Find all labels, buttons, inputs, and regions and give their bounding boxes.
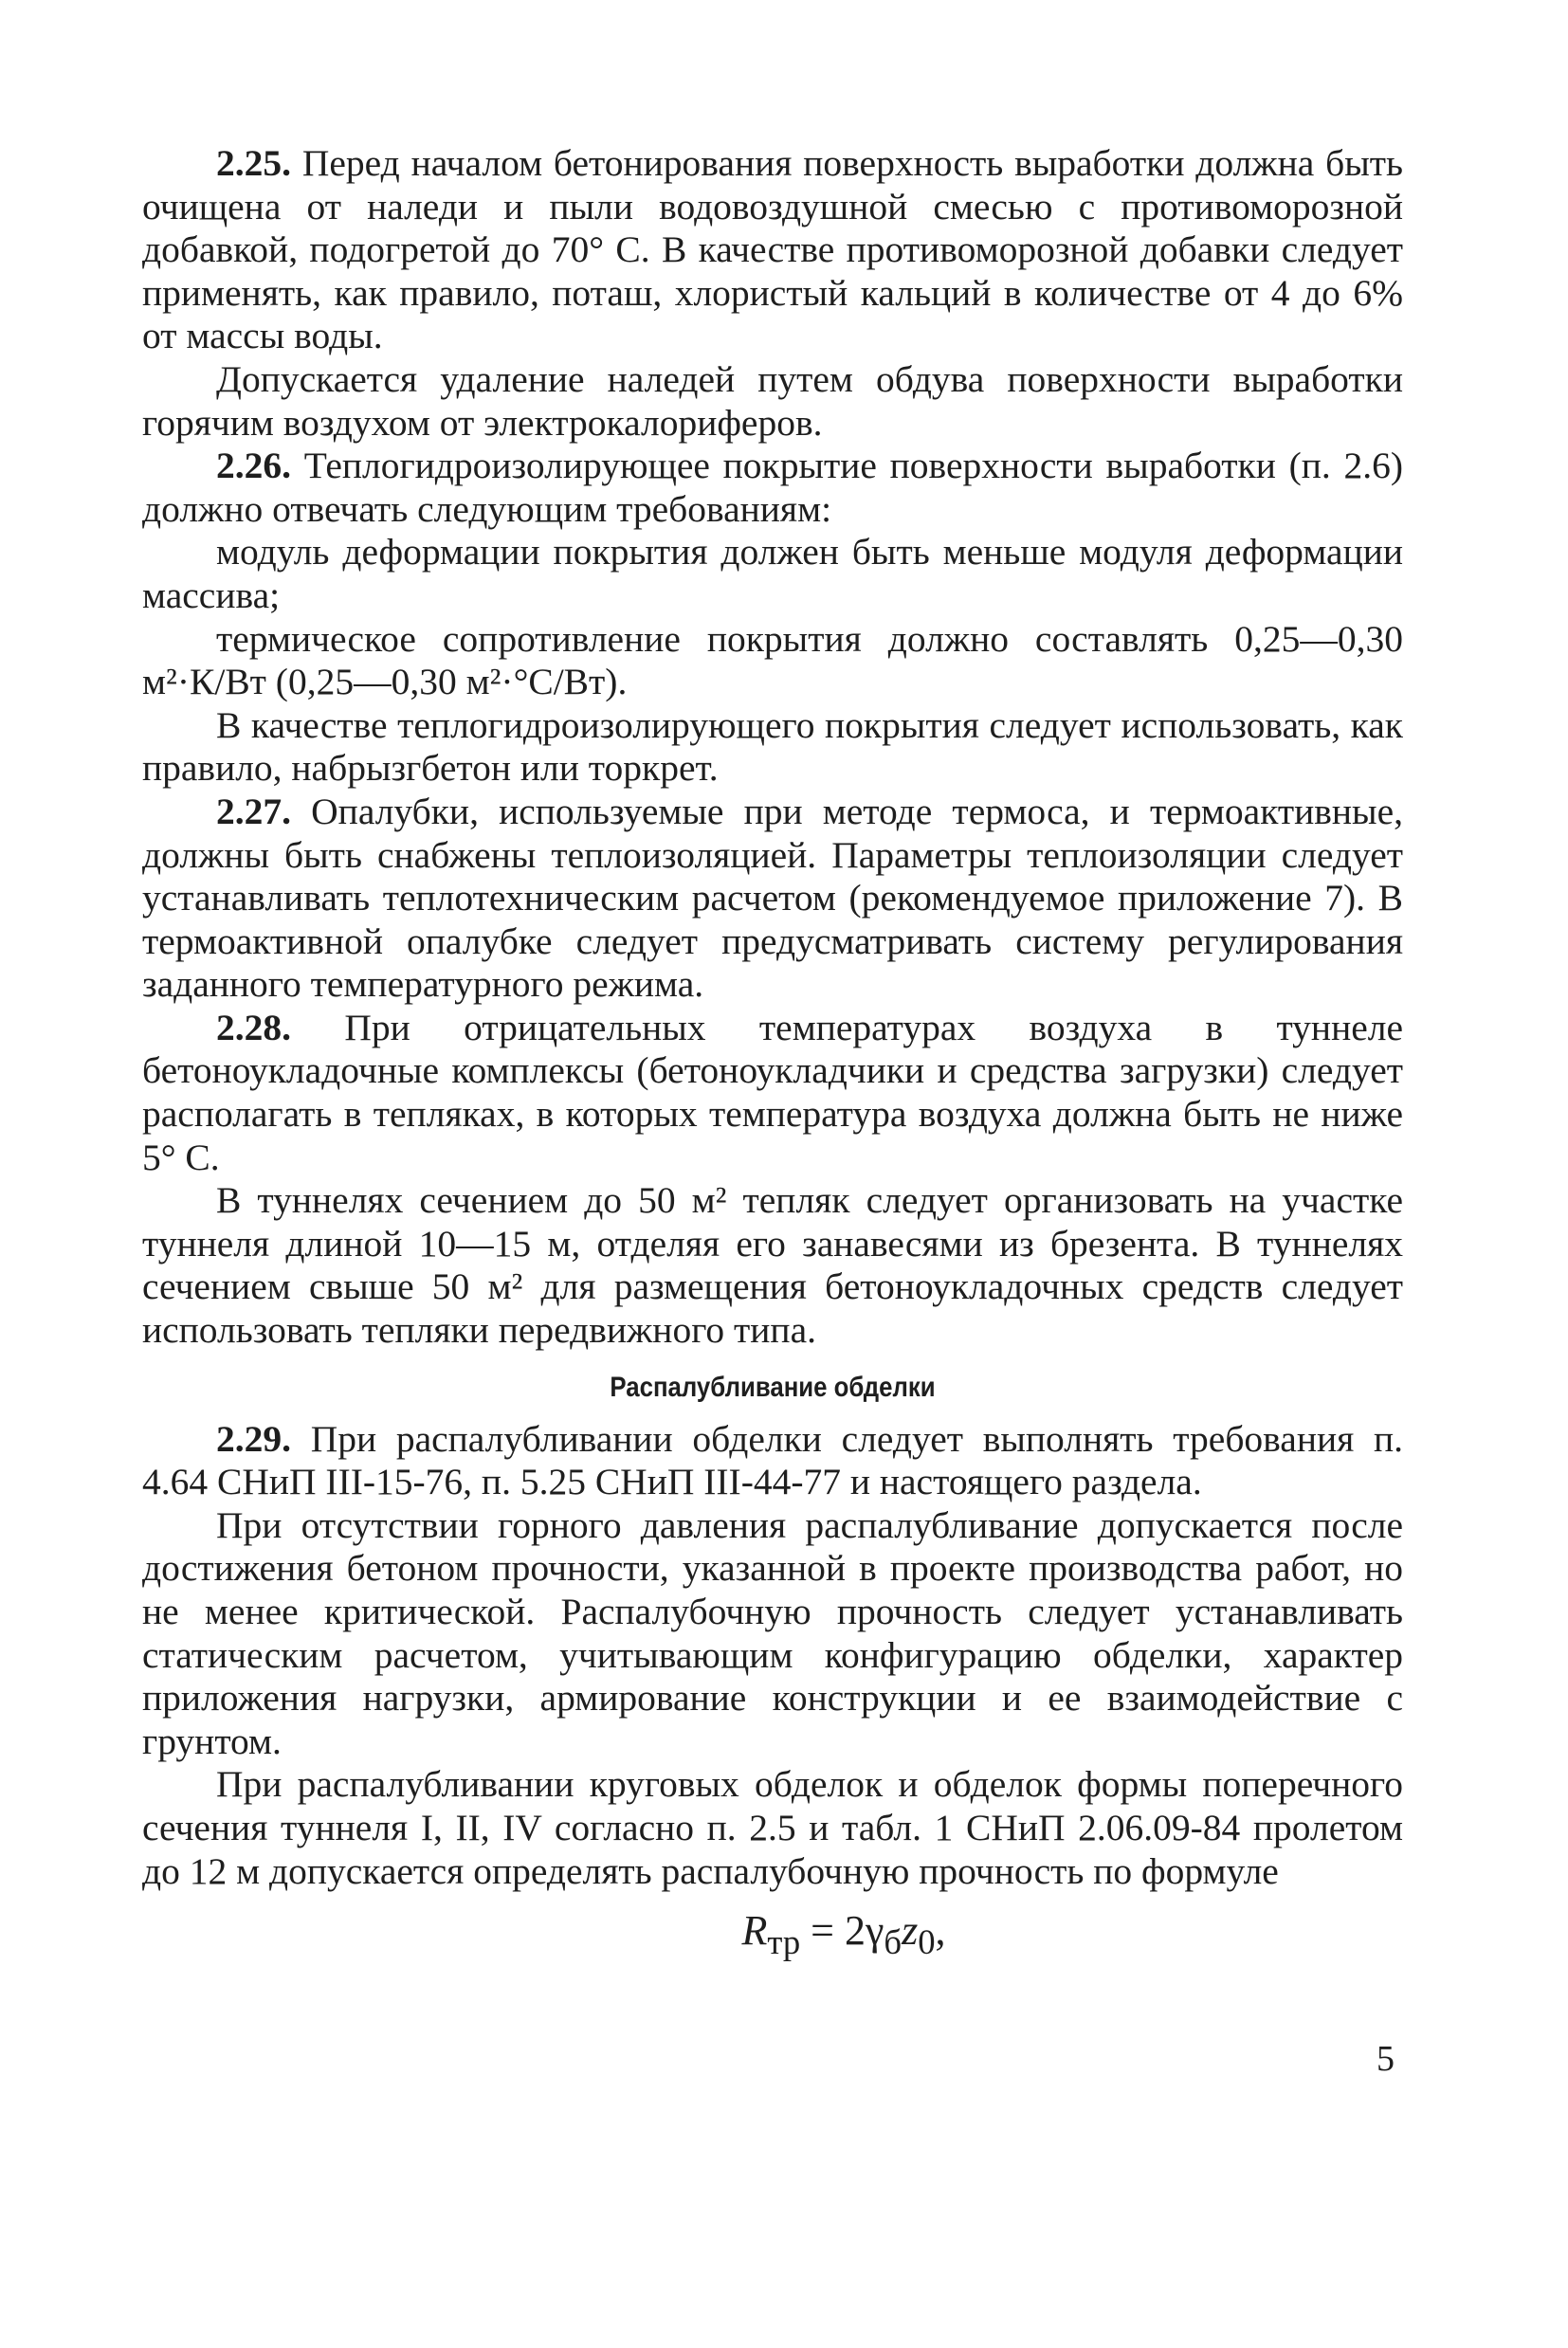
formula-lhs: R xyxy=(741,1907,768,1955)
paragraph-text: При распалубливании обделки следует выполнять требования п. 4.64 СНиП III-15-76, п. 5.25 СНиП III-44-77 и настоящего раздела. xyxy=(142,1417,1404,1503)
formula-rhs-variable-subscript: 0 xyxy=(918,1921,936,1961)
formula-end: , xyxy=(935,1907,946,1955)
clause-number: 2.25. xyxy=(216,142,291,184)
paragraph-text: Теплогидроизолирующее покрытие поверхности выработки (п. 2.6) должно отвечать следующим требованиям: xyxy=(142,445,1403,530)
clause-number: 2.27. xyxy=(216,790,291,832)
formula-rhs-subscript: б xyxy=(884,1921,903,1961)
paragraph-2-28 xyxy=(142,1007,1403,1179)
paragraph xyxy=(142,1504,1403,1764)
formula-lhs-subscript: тр xyxy=(767,1921,801,1961)
clause-number: 2.29. xyxy=(216,1417,291,1460)
clause-number: 2.26. xyxy=(216,445,291,487)
paragraph-text: В туннелях сечением до 50 м² тепляк следует организовать на участке туннеля длиной 10—15 м, отделяя его занавесями из брезента. В туннелях сечением свыше 50 м² для размещения бетоноукладочных средств следует использовать тепляки передвижного типа. xyxy=(142,1179,1403,1352)
paragraph xyxy=(142,1763,1403,1893)
formula xyxy=(142,1902,1403,1971)
formula-rhs: = 2γ xyxy=(811,1907,884,1955)
paragraph-text: В качестве теплогидроизолирующего покрытия следует использовать, как правило, набрызгбетон или торкрет. xyxy=(142,703,1403,790)
paragraph xyxy=(142,1179,1403,1352)
paragraph-text: Опалубки, используемые при методе термоса, и термоактивные, должны быть снабжены теплоизоляцией. Параметры теплоизоляции следует устанавливать теплотехническим расчетом (рекомендуемое приложение 7). В термоактивной опалубке следует предусматривать систему регулирования заданного температурного режима. xyxy=(142,790,1403,1006)
paragraph-2-27 xyxy=(142,791,1403,1007)
paragraph xyxy=(142,531,1403,617)
section-heading: Распалубливание обделки xyxy=(610,1371,936,1403)
paragraph-text: термическое сопротивление покрытия должно составлять 0,25—0,30 м²·К/Вт (0,25—0,30 м²·°С/Вт). xyxy=(142,617,1403,703)
paragraph-text: При отрицательных температурах воздуха в туннеле бетоноукладочные комплексы (бетоноукладчики и средства загрузки) следует располагать в тепляках, в которых температура воздуха должна быть не ниже 5° С. xyxy=(142,1006,1403,1178)
paragraph-text: модуль деформации покрытия должен быть меньше модуля деформации массива; xyxy=(142,531,1403,616)
page-body xyxy=(142,142,1403,1971)
paragraph xyxy=(142,704,1403,791)
formula-rhs-variable: z xyxy=(902,1907,919,1955)
paragraph-text: Перед началом бетонирования поверхность выработки должна быть очищена от наледи и пыли водовоздушной смесью с противоморозной добавкой, подогретой до 70° С. В качестве противоморозной добавки следует применять, как правило, поташ, хлористый кальций в количестве от 4 до 6% от массы воды. xyxy=(142,142,1404,357)
paragraph-text: При распалубливании круговых обделок и обделок формы поперечного сечения туннеля I, II, IV согласно п. 2.5 и табл. 1 СНиП 2.06.09-84 пролетом до 12 м допускается определять распалубочную прочность по формуле xyxy=(142,1763,1403,1892)
paragraph-2-25 xyxy=(142,142,1403,358)
clause-number: 2.28. xyxy=(216,1006,291,1048)
page-number: 5 xyxy=(1377,2039,1395,2079)
paragraph-2-29 xyxy=(142,1418,1403,1504)
paragraph xyxy=(142,618,1403,704)
paragraph xyxy=(142,358,1403,445)
paragraph-text: Допускается удаление наледей путем обдува поверхности выработки горячим воздухом от электрокалориферов. xyxy=(142,357,1403,444)
paragraph-text: При отсутствии горного давления распалубливание допускается после достижения бетоном прочности, указанной в проекте производства работ, но не менее критической. Распалубочную прочность следует устанавливать статическим расчетом, учитывающим конфигурацию обделки, характер приложения нагрузки, армирование конструкции и ее взаимодействие с грунтом. xyxy=(142,1503,1403,1762)
paragraph-2-26 xyxy=(142,445,1403,531)
